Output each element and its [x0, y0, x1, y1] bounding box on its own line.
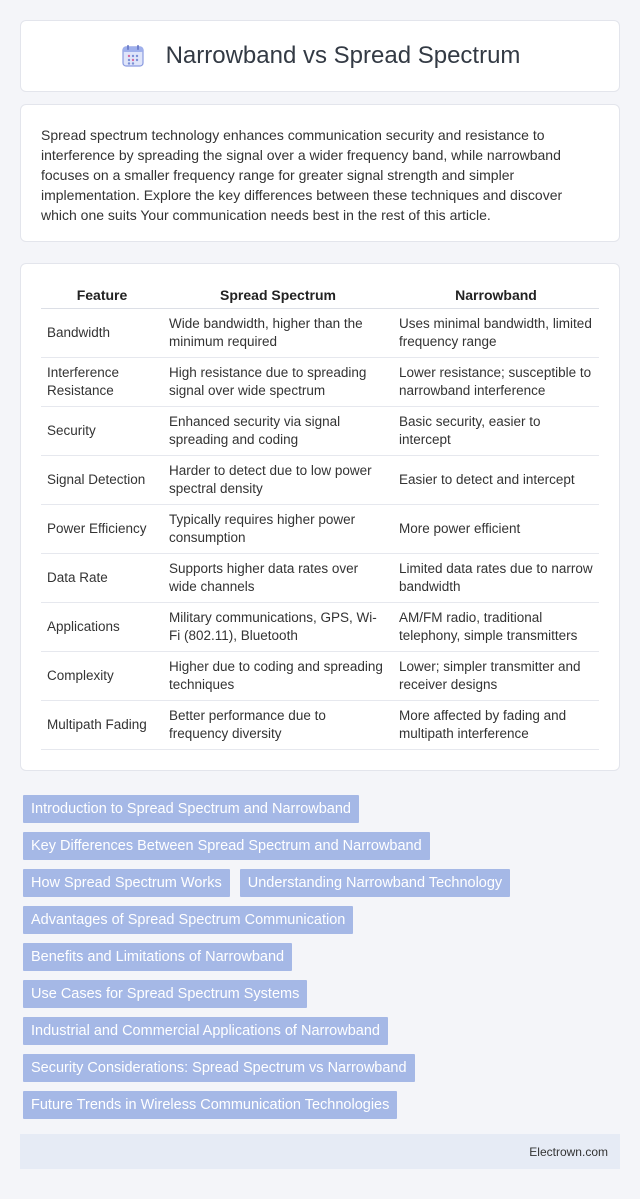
cell-feature: Security	[41, 406, 163, 455]
cell-narrowband: Lower resistance; susceptible to narrowband interference	[393, 357, 599, 406]
cell-spread-spectrum: Typically requires higher power consumption	[163, 504, 393, 553]
topic-link[interactable]: Benefits and Limitations of Narrowband	[23, 943, 292, 971]
topic-link[interactable]: Advantages of Spread Spectrum Communication	[23, 906, 353, 934]
title-wrap	[120, 42, 521, 70]
cell-narrowband: Lower; simpler transmitter and receiver designs	[393, 651, 599, 700]
footer	[20, 1134, 620, 1169]
comparison-table	[41, 284, 599, 750]
table-row	[41, 455, 599, 504]
cell-narrowband: More affected by fading and multipath interference	[393, 700, 599, 749]
cell-spread-spectrum: Harder to detect due to low power spectral density	[163, 455, 393, 504]
intro-card	[20, 104, 620, 242]
topic-link[interactable]: Future Trends in Wireless Communication Technologies	[23, 1091, 397, 1119]
link-row	[23, 1091, 623, 1119]
link-row	[23, 795, 623, 823]
cell-feature: Multipath Fading	[41, 700, 163, 749]
table-row	[41, 406, 599, 455]
link-row	[23, 906, 623, 934]
table-row	[41, 504, 599, 553]
table-body	[41, 308, 599, 749]
topic-link[interactable]: How Spread Spectrum Works	[23, 869, 230, 897]
cell-spread-spectrum: Wide bandwidth, higher than the minimum required	[163, 308, 393, 357]
link-row	[23, 943, 623, 971]
topic-link[interactable]: Industrial and Commercial Applications of Narrowband	[23, 1017, 388, 1045]
topic-link[interactable]: Understanding Narrowband Technology	[240, 869, 510, 897]
cell-spread-spectrum: Military communications, GPS, Wi-Fi (802.11), Bluetooth	[163, 602, 393, 651]
cell-narrowband: More power efficient	[393, 504, 599, 553]
cell-spread-spectrum: Supports higher data rates over wide channels	[163, 553, 393, 602]
cell-feature: Power Efficiency	[41, 504, 163, 553]
header-feature: Feature	[41, 284, 163, 308]
cell-narrowband: Uses minimal bandwidth, limited frequency range	[393, 308, 599, 357]
header-card	[20, 20, 620, 92]
link-row	[23, 980, 623, 1008]
link-row	[23, 869, 623, 897]
header-spread-spectrum: Spread Spectrum	[163, 284, 393, 308]
cell-spread-spectrum: Enhanced security via signal spreading and coding	[163, 406, 393, 455]
cell-feature: Data Rate	[41, 553, 163, 602]
topic-link[interactable]: Security Considerations: Spread Spectrum vs Narrowband	[23, 1054, 415, 1082]
cell-feature: Complexity	[41, 651, 163, 700]
cell-spread-spectrum: High resistance due to spreading signal over wide spectrum	[163, 357, 393, 406]
cell-spread-spectrum: Higher due to coding and spreading techniques	[163, 651, 393, 700]
cell-feature: Applications	[41, 602, 163, 651]
table-row	[41, 308, 599, 357]
page-title: Narrowband vs Spread Spectrum	[165, 42, 521, 69]
cell-narrowband: Easier to detect and intercept	[393, 455, 599, 504]
cell-feature: Interference Resistance	[41, 357, 163, 406]
link-row	[23, 1054, 623, 1082]
link-row	[23, 832, 623, 860]
related-links	[23, 795, 623, 1128]
table-row	[41, 651, 599, 700]
cell-narrowband: Limited data rates due to narrow bandwidth	[393, 553, 599, 602]
cell-narrowband: AM/FM radio, traditional telephony, simple transmitters	[393, 602, 599, 651]
cell-narrowband: Basic security, easier to intercept	[393, 406, 599, 455]
table-row	[41, 553, 599, 602]
intro-paragraph: Spread spectrum technology enhances communication security and resistance to interference by spreading the signal over a wider frequency band, while narrowband focuses on a smaller frequency range for greater signal strength and simpler implementation. Explore the key differences between these techniques and discover which one suits Your communication needs best in the rest of this article.	[41, 127, 563, 223]
table-row	[41, 357, 599, 406]
table-header-row	[41, 284, 599, 308]
header-narrowband: Narrowband	[393, 284, 599, 308]
topic-link[interactable]: Introduction to Spread Spectrum and Narrowband	[23, 795, 359, 823]
cell-feature: Signal Detection	[41, 455, 163, 504]
topic-link[interactable]: Use Cases for Spread Spectrum Systems	[23, 980, 307, 1008]
calendar-grid-icon	[120, 43, 146, 69]
link-row	[23, 1017, 623, 1045]
cell-feature: Bandwidth	[41, 308, 163, 357]
comparison-table-card	[20, 263, 620, 771]
topic-link[interactable]: Key Differences Between Spread Spectrum and Narrowband	[23, 832, 430, 860]
cell-spread-spectrum: Better performance due to frequency diversity	[163, 700, 393, 749]
footer-site-name: Electrown.com	[529, 1144, 608, 1159]
table-row	[41, 602, 599, 651]
table-row	[41, 700, 599, 749]
